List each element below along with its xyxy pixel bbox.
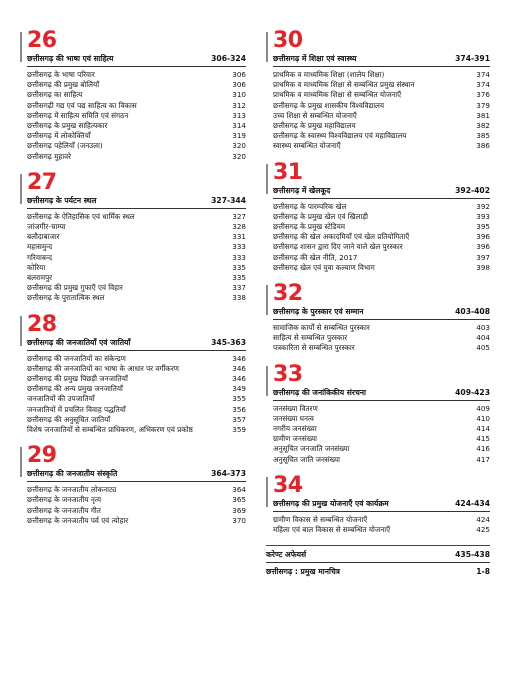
toc-entry — [27, 293, 246, 303]
toc-entry-title: छत्तीसगढ़ का साहित्य — [27, 90, 83, 100]
toc-entry — [27, 212, 246, 222]
toc-entry-page: 405 — [476, 343, 490, 353]
toc-entry-title: छत्तीसगढ़ के जनजातीय लोकनाट्य — [27, 485, 117, 495]
chapter-block — [266, 472, 490, 535]
toc-entry-title: छत्तीसगढ़ की प्रमुख बोलियाँ — [27, 80, 100, 90]
toc-entry-title: छत्तीसगढ़ की अनुसूचित जातियाँ — [27, 414, 111, 424]
toc-entry — [273, 242, 490, 252]
toc-entry-page: 335 — [232, 262, 246, 272]
toc-entry-page: 312 — [232, 100, 246, 110]
left-column — [20, 30, 246, 536]
extra-title: करेण्ट अफेयर्स — [266, 550, 307, 560]
chapter-number: 26 — [27, 28, 57, 53]
toc-entry-page: 313 — [232, 110, 246, 120]
chapter-heading — [273, 54, 490, 67]
toc-entry — [27, 232, 246, 242]
chapter-title: छत्तीसगढ़ की भाषा एवं साहित्य — [27, 54, 114, 63]
toc-entry — [273, 202, 490, 212]
toc-entry — [27, 506, 246, 516]
toc-entry-page: 364 — [232, 485, 246, 495]
toc-entry — [273, 323, 490, 333]
chapter-title: छत्तीसगढ़ के पर्यटन स्थल — [27, 195, 97, 205]
toc-entry-title: छत्तीसगढ़ के प्रमुख खेल एवं खिलाड़ी — [273, 211, 368, 221]
toc-entry-page: 331 — [232, 232, 246, 242]
toc-entry — [273, 101, 490, 111]
toc-entry-title: स्वास्थ्य सम्बन्धित योजनाएँ — [273, 141, 341, 151]
chapter-pages: 409-423 — [455, 387, 490, 397]
chapter-title: छत्तीसगढ़ की जनजातियाँ एवं जातियाँ — [27, 337, 131, 347]
toc-entry-page: 369 — [232, 505, 246, 515]
toc-entry — [27, 405, 246, 415]
toc-entry-page: 403 — [476, 323, 490, 333]
toc-entry-page: 376 — [476, 90, 490, 100]
toc-entry — [27, 222, 246, 232]
toc-entry-page: 346 — [232, 374, 246, 384]
toc-entry — [27, 90, 246, 100]
toc-entry-title: छत्तीसगढ़ की खेल अकादमियाँ एवं खेल प्रतियोगिताएँ — [273, 232, 410, 242]
chapter-block — [266, 30, 490, 152]
toc-entry-title: विशेष जनजातियों से सम्बन्धित प्राधिकरण, अभिकरण एवं प्रकोष्ठ — [27, 425, 193, 435]
toc-entry — [273, 121, 490, 131]
chapter-title: छत्तीसगढ़ में खेलकूद — [273, 185, 331, 195]
toc-entry-title: अनुसूचित जाति जनसंख्या — [273, 454, 341, 464]
toc-entry-title: अनुसूचित जनजाति जनसंख्या — [273, 444, 350, 454]
chapter-number: 27 — [27, 169, 57, 195]
toc-entry-title: छत्तीसगढ़ की खेल नीति, 2017 — [273, 252, 358, 262]
toc-entry — [27, 364, 246, 374]
chapter-block — [266, 159, 490, 273]
chapter-heading — [273, 186, 490, 199]
toc-entry-page: 337 — [232, 283, 246, 293]
toc-entry — [27, 263, 246, 273]
toc-entry-title: छत्तीसगढ़ की प्रमुख गुफाएँ एवं विहार — [27, 283, 123, 293]
chapter-title: छत्तीसगढ़ की जनांकिकीय संरचना — [273, 387, 367, 397]
toc-entry — [273, 455, 490, 465]
toc-entry-page: 314 — [232, 121, 246, 131]
toc-entry-title: महासमुन्द — [27, 242, 53, 252]
chapter-title: छत्तीसगढ़ की जनजातीय संस्कृति — [27, 469, 118, 479]
chapter-pages: 392-402 — [455, 185, 490, 195]
toc-entry-page: 335 — [232, 273, 246, 283]
toc-entry-page: 393 — [476, 211, 490, 221]
extra-sections — [266, 545, 490, 577]
toc-entry-page: 346 — [232, 363, 246, 373]
toc-entry-title: जनसंख्या वितरण — [273, 403, 318, 413]
toc-entry — [27, 495, 246, 505]
chapter-pages: 306-324 — [211, 54, 246, 63]
toc-entry-title: छत्तीसगढ़ शासन द्वारा दिए जाने वाले खेल पुरस्कार — [273, 242, 403, 252]
chapter-title: छत्तीसगढ़ में शिक्षा एवं स्वास्थ्य — [273, 54, 357, 63]
chapter-pages: 424-434 — [455, 498, 490, 508]
toc-entry-page: 416 — [476, 444, 490, 454]
toc-entry — [27, 70, 246, 80]
toc-entry — [27, 516, 246, 526]
toc-entry-title: छत्तीसगढ़ मुहावरे — [27, 151, 72, 161]
toc-entry-title: छत्तीसगढ़ के ऐतिहासिक एवं धार्मिक स्थल — [27, 211, 135, 221]
toc-entry-title: छत्तीसगढ़ के प्रमुख शासकीय विश्वविद्यालय — [273, 100, 385, 110]
toc-entry — [273, 434, 490, 444]
toc-entry-page: 410 — [476, 413, 490, 423]
chapter-title: छत्तीसगढ़ की प्रमुख योजनाएँ एवं कार्यक्रम — [273, 498, 389, 508]
toc-entry — [273, 70, 490, 80]
chapter-heading — [27, 54, 246, 67]
toc-entry — [27, 121, 246, 131]
toc-entry — [273, 333, 490, 343]
toc-entry-page: 374 — [476, 80, 490, 90]
toc-entry-page: 359 — [232, 425, 246, 435]
chapter-pages: 403-408 — [455, 307, 490, 317]
toc-entry-title: ग्रामीण विकास से सम्बन्धित योजनाएँ — [273, 514, 368, 524]
toc-entry — [27, 101, 246, 111]
toc-entry-page: 424 — [476, 514, 490, 524]
toc-entry-title: छत्तीसगढ़ पहेलियाँ (जनउला) — [27, 141, 103, 151]
toc-entry-page: 415 — [476, 434, 490, 444]
toc-entry — [27, 415, 246, 425]
chapter-pages: 374-391 — [455, 54, 490, 63]
toc-entry-page: 417 — [476, 454, 490, 464]
toc-entry — [273, 515, 490, 525]
toc-entry-page: 404 — [476, 333, 490, 343]
toc-entry — [273, 253, 490, 263]
toc-entry — [27, 141, 246, 151]
toc-entry-page: 320 — [232, 151, 246, 161]
toc-entry — [27, 354, 246, 364]
toc-entry-page: 396 — [476, 232, 490, 242]
toc-entry-page: 379 — [476, 100, 490, 110]
toc-entry — [273, 222, 490, 232]
toc-entry-title: छत्तीसगढ़ के प्रमुख महाविद्यालय — [273, 121, 356, 131]
toc-entry-title: छत्तीसगढ़ की जनजातियों का भाषा के आधार पर वर्गीकरण — [27, 363, 179, 373]
toc-entry — [27, 253, 246, 263]
chapter-block — [20, 445, 246, 526]
chapter-pages: 327-344 — [211, 195, 246, 205]
toc-entry — [27, 111, 246, 121]
toc-entry — [273, 80, 490, 90]
toc-entry-page: 414 — [476, 424, 490, 434]
toc-entry — [273, 414, 490, 424]
toc-entry — [27, 283, 246, 293]
toc-entry-page: 338 — [232, 293, 246, 303]
chapter-heading — [27, 196, 246, 209]
toc-entry-title: उच्च शिक्षा से सम्बन्धित योजनाएँ — [273, 110, 357, 120]
toc-entry-page: 333 — [232, 242, 246, 252]
toc-entry-title: छत्तीसगढ़ के प्रमुख साहित्यकार — [27, 121, 108, 131]
toc-entry-page: 320 — [232, 141, 246, 151]
toc-entry — [27, 80, 246, 90]
chapter-pages: 345-363 — [211, 337, 246, 347]
toc-entry-page: 396 — [476, 242, 490, 252]
toc-entry — [27, 425, 246, 435]
chapter-heading — [273, 388, 490, 401]
toc-entry-title: साहित्य से सम्बन्धित पुरस्कार — [273, 333, 348, 343]
toc-entry — [273, 111, 490, 121]
toc-entry-title: प्राथमिक व माध्यमिक शिक्षा (शालेय शिक्षा) — [273, 70, 385, 79]
chapter-number: 31 — [273, 159, 303, 185]
toc-entry-page: 381 — [476, 110, 490, 120]
toc-entry-page: 327 — [232, 211, 246, 221]
toc-entry-title: सामाजिक कार्यों से सम्बन्धित पुरस्कार — [273, 323, 370, 333]
chapter-number: 28 — [27, 311, 57, 337]
toc-entry-page: 333 — [232, 252, 246, 262]
toc-entry-page: 306 — [232, 80, 246, 90]
toc-entry-title: नगरीय जनसंख्या — [273, 424, 317, 434]
toc-entry-title: छत्तीसगढ़ की अन्य प्रमुख जनजातियाँ — [27, 384, 123, 394]
toc-entry-page: 346 — [232, 353, 246, 363]
toc-entry-title: छत्तीसगढ़ के भाषा परिवार — [27, 70, 95, 79]
toc-entry-page: 382 — [476, 121, 490, 131]
toc-entry — [273, 444, 490, 454]
toc-entry-title: बलौदाबाजार — [27, 232, 60, 242]
chapter-pages: 364-373 — [211, 469, 246, 479]
toc-entry-title: छत्तीसगढ़ के पुरातात्विक स्थल — [27, 293, 105, 303]
toc-entry — [27, 384, 246, 394]
toc-entry-title: गरियाबन्द — [27, 252, 53, 262]
toc-entry — [27, 485, 246, 495]
toc-entry-title: कोरिया — [27, 262, 46, 272]
chapter-block — [20, 30, 246, 162]
toc-entry — [273, 212, 490, 222]
right-column — [266, 30, 490, 577]
chapter-number: 29 — [27, 443, 57, 469]
toc-entry — [27, 394, 246, 404]
toc-entry-title: छत्तीसगढ़ की प्रमुख पिछड़ी जनजातियाँ — [27, 374, 128, 384]
toc-entry — [27, 242, 246, 252]
chapter-block — [20, 311, 246, 436]
toc-entry-title: जनजातियों में प्रचलित विवाह पद्धतियाँ — [27, 404, 126, 414]
toc-entry-page: 374 — [476, 70, 490, 79]
toc-entry — [273, 263, 490, 273]
toc-entry-title: छत्तीसगढ़ में साहित्य समिति एवं संगठन — [27, 110, 129, 120]
toc-entry-title: छत्तीसगढ़ खेल एवं युवा कल्याण विभाग — [273, 262, 375, 272]
toc-entry-page: 425 — [476, 525, 490, 535]
toc-entry — [273, 232, 490, 242]
chapter-number: 33 — [273, 361, 303, 387]
extra-entry — [266, 549, 490, 563]
chapter-number: 34 — [273, 472, 303, 498]
toc-entry-title: छत्तीसगढ़ की जनजातियों का संकेन्द्रण — [27, 353, 126, 363]
toc-entry-page: 310 — [232, 90, 246, 100]
chapter-heading — [27, 469, 246, 482]
toc-entry — [273, 404, 490, 414]
chapter-number: 32 — [273, 281, 303, 307]
toc-entry-page: 357 — [232, 414, 246, 424]
toc-entry-page: 355 — [232, 394, 246, 404]
toc-entry-title: महिला एवं बाल विकास से सम्बन्धित योजनाएँ — [273, 525, 391, 535]
chapter-block — [266, 283, 490, 354]
extra-pages: 1-8 — [476, 567, 490, 577]
chapter-heading — [27, 338, 246, 351]
toc-entry-title: जनसंख्या घनत्व — [273, 413, 314, 423]
toc-entry-title: छत्तीसगढ़ के स्वास्थ्य विश्वविद्यालय एवं महाविद्यालय — [273, 131, 407, 141]
toc-entry — [27, 374, 246, 384]
toc-entry-title: ग्रामीण जनसंख्या — [273, 434, 317, 444]
toc-entry-page: 409 — [476, 403, 490, 413]
toc-entry-page: 365 — [232, 495, 246, 505]
chapter-heading — [273, 307, 490, 320]
chapter-number: 30 — [273, 28, 303, 53]
extra-entry — [266, 566, 490, 577]
toc-entry-page: 392 — [476, 201, 490, 211]
chapter-block — [266, 361, 490, 465]
toc-entry — [273, 90, 490, 100]
toc-entry-page: 319 — [232, 131, 246, 141]
toc-entry-page: 370 — [232, 515, 246, 525]
toc-entry-title: पत्रकारिता से सम्बन्धित पुरस्कार — [273, 343, 355, 353]
toc-entry-title: प्राथमिक व माध्यमिक शिक्षा से सम्बन्धित प्रमुख संस्थान — [273, 80, 415, 90]
toc-entry-title: छत्तीसगढ़ में लोकोक्तियाँ — [27, 131, 91, 141]
toc-entry-title: छत्तीसगढ़ के जनजातीय नृत्य — [27, 495, 102, 505]
toc-entry-page: 398 — [476, 262, 490, 272]
toc-entry — [27, 131, 246, 141]
toc-entry — [273, 131, 490, 141]
toc-entry-title: छत्तीसगढ़ के पारम्परिक खेल — [273, 201, 347, 211]
toc-entry-title: जांजगीर-चाम्पा — [27, 222, 66, 232]
toc-entry-page: 395 — [476, 222, 490, 232]
toc-entry-title: छत्तीसगढ़ के जनजातीय गीत — [27, 505, 101, 515]
toc-entry-page: 385 — [476, 131, 490, 141]
toc-entry-title: छत्तीसगढ़ के प्रमुख स्टेडियम — [273, 222, 346, 232]
toc-entry-page: 386 — [476, 141, 490, 151]
toc-entry — [27, 273, 246, 283]
toc-entry — [27, 152, 246, 162]
toc-entry-page: 328 — [232, 222, 246, 232]
toc-entry-page: 306 — [232, 70, 246, 79]
toc-entry-title: बलरामपुर — [27, 273, 53, 283]
toc-entry-page: 349 — [232, 384, 246, 394]
extra-pages: 435-438 — [455, 550, 490, 560]
toc-entry — [273, 343, 490, 353]
toc-entry-title: जनजातियों की उपजातियाँ — [27, 394, 95, 404]
toc-entry — [273, 141, 490, 151]
chapter-heading — [273, 499, 490, 512]
toc-entry — [273, 424, 490, 434]
toc-entry-page: 356 — [232, 404, 246, 414]
chapter-title: छत्तीसगढ़ के पुरस्कार एवं सम्मान — [273, 307, 364, 317]
toc-entry — [273, 525, 490, 535]
toc-entry-title: छत्तीसगढ़ी गद्य एवं पद्य साहित्य का विकास — [27, 100, 137, 110]
extra-title: छत्तीसगढ़ : प्रमुख मानचित्र — [266, 567, 340, 577]
toc-entry-page: 397 — [476, 252, 490, 262]
toc-entry-title: प्राथमिक व माध्यमिक शिक्षा से सम्बन्धित योजनाएँ — [273, 90, 402, 100]
toc-entry-title: छत्तीसगढ़ के जनजातीय पर्व एवं त्योहार — [27, 515, 129, 525]
chapter-block — [20, 169, 246, 304]
